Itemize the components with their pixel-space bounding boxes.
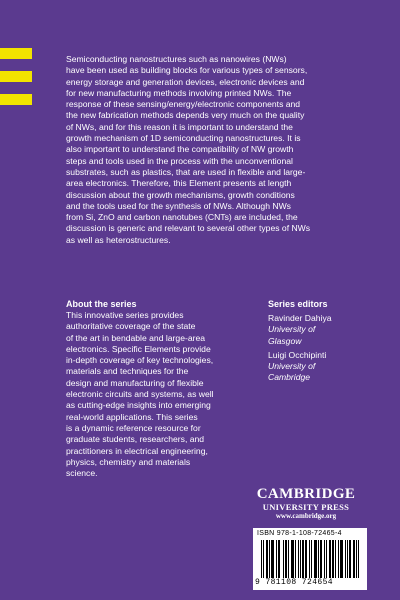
editor-entry: [268, 313, 388, 347]
barcode-bars: [261, 540, 359, 578]
barcode-bar: [353, 540, 354, 578]
about-line: graduate students, researchers, and: [66, 434, 205, 445]
barcode-bar: [338, 540, 339, 578]
barcode-bar: [356, 540, 357, 578]
barcode-bar: [314, 540, 315, 578]
yellow-stripe-1: [0, 48, 32, 59]
abstract-line: from Si, ZnO and carbon nanotubes (CNTs) are included, the: [66, 212, 298, 223]
series-editors-heading: Series editors: [268, 299, 328, 309]
barcode-bar: [324, 540, 325, 578]
barcode-bar: [326, 540, 327, 578]
barcode-bar: [302, 540, 303, 578]
barcode-bar: [333, 540, 334, 578]
abstract-text: [66, 54, 356, 246]
barcode-bar: [263, 540, 264, 578]
barcode-bar: [309, 540, 310, 578]
abstract-line: steps and tools used in the process with the unconventional: [66, 155, 293, 166]
abstract-line: Semiconducting nanostructures such as nanowires (NWs): [66, 54, 287, 64]
yellow-stripe-3: [0, 94, 32, 105]
publisher-name: CAMBRIDGE: [256, 486, 356, 502]
barcode-bar: [293, 540, 294, 578]
barcode-bar: [345, 540, 346, 578]
isbn-label: ISBN 978-1-108-72465-4: [257, 530, 342, 537]
barcode-bar: [349, 540, 350, 578]
barcode-bar: [306, 540, 307, 578]
abstract-line: area electronics. Therefore, this Element presents at length: [66, 178, 292, 189]
barcode-bar: [278, 540, 279, 578]
editor-affiliation: University of: [268, 324, 316, 335]
barcode-bar: [321, 540, 322, 578]
abstract-line: of NWs, and for this reason it is important to understand the: [66, 121, 293, 132]
editor-name: Luigi Occhipinti: [268, 349, 327, 360]
about-line: is a dynamic reference resource for: [66, 422, 201, 433]
about-line: in-depth coverage of key technologies,: [66, 355, 214, 366]
abstract-line: as well as heterostructures.: [66, 234, 171, 245]
editor-affiliation: Cambridge: [268, 372, 311, 383]
about-line: science.: [66, 468, 98, 479]
about-line: practitioners in electrical engineering,: [66, 445, 208, 456]
barcode-bar: [342, 540, 343, 578]
abstract-line: also important to understand the compatibility of NW growth: [66, 144, 294, 155]
barcode-bar: [303, 540, 304, 578]
barcode-bar: [341, 540, 342, 578]
editor-name: Ravinder Dahiya: [268, 313, 332, 323]
barcode-bar: [291, 540, 292, 578]
about-line: materials and techniques for the: [66, 366, 189, 377]
abstract-line: growth mechanism of 1D semiconducting nanostructures. It is: [66, 133, 301, 144]
editor-affiliation: Glasgow: [268, 335, 302, 346]
abstract-line: for new manufacturing methods involving printed NWs. The: [66, 87, 292, 98]
series-editors-section: [268, 298, 388, 384]
barcode-bar: [316, 540, 317, 578]
editor-affiliation: University of: [268, 361, 316, 372]
abstract-line: and the tools used for the synthesis of NWs. Although NWs: [66, 200, 291, 211]
abstract-line: have been used as building blocks for various types of sensors,: [66, 65, 308, 76]
about-line: real-world applications. This series: [66, 411, 198, 422]
about-line: electronic circuits and systems, as well: [66, 389, 214, 400]
barcode-bar: [347, 540, 348, 578]
abstract-line: substrates, such as plastics, that are used in flexible and large-: [66, 166, 306, 177]
about-series-heading: About the series: [66, 299, 137, 309]
barcode-bar: [271, 540, 272, 578]
about-series-text: [66, 310, 254, 479]
publisher-url: www.cambridge.org: [275, 512, 337, 520]
barcode-bar: [335, 540, 336, 578]
publisher-subname: UNIVERSITY PRESS: [262, 502, 350, 512]
barcode-bar: [330, 540, 331, 578]
barcode-digits: 9 781108 724654: [255, 578, 334, 587]
abstract-line: discussion about the growth mechanisms, growth conditions: [66, 189, 295, 200]
barcode-bar: [295, 540, 296, 578]
about-line: authoritative coverage of the state: [66, 321, 196, 332]
abstract-line: the new fabrication methods depends very much on the quality: [66, 110, 305, 121]
barcode-bar: [305, 540, 306, 578]
about-series-section: [66, 298, 254, 479]
barcode-bar: [288, 540, 289, 578]
barcode-bar: [283, 540, 284, 578]
barcode-bar: [300, 540, 301, 578]
barcode-bar: [350, 540, 351, 578]
yellow-stripe-2: [0, 71, 32, 82]
isbn-barcode: [253, 528, 367, 590]
barcode-bar: [311, 540, 312, 578]
barcode-bar: [354, 540, 355, 578]
barcode-bar: [286, 540, 287, 578]
about-line: as cutting-edge insights into emerging: [66, 400, 211, 411]
barcode-bar: [272, 540, 273, 578]
barcode-bar: [261, 540, 262, 578]
about-line: design and manufacturing of flexible: [66, 377, 204, 388]
about-line: physics, chemistry and materials: [66, 456, 191, 467]
barcode-bar: [279, 540, 280, 578]
barcode-bar: [298, 540, 299, 578]
publisher-logo: [246, 487, 366, 521]
barcode-bar: [332, 540, 333, 578]
barcode-bar: [267, 540, 268, 578]
barcode-bar: [273, 540, 274, 578]
barcode-bar: [269, 540, 270, 578]
about-line: of the art in bendable and large-area: [66, 332, 206, 343]
barcode-bar: [292, 540, 293, 578]
barcode-bar: [266, 540, 267, 578]
barcode-bar: [340, 540, 341, 578]
barcode-bar: [318, 540, 319, 578]
abstract-line: discussion is generic and relevant to several other types of NWs: [66, 223, 311, 234]
barcode-bar: [315, 540, 316, 578]
barcode-bar: [276, 540, 277, 578]
abstract-line: energy storage and generation devices, electronic devices and: [66, 76, 305, 87]
barcode-bar: [320, 540, 321, 578]
barcode-bar: [285, 540, 286, 578]
about-line: electronics. Specific Elements provide: [66, 343, 211, 354]
abstract-line: response of these sensing/energy/electronic components and: [66, 99, 301, 110]
editor-entry: [268, 350, 388, 384]
barcode-bar: [358, 540, 359, 578]
barcode-bar: [329, 540, 330, 578]
about-line: This innovative series provides: [66, 310, 184, 320]
